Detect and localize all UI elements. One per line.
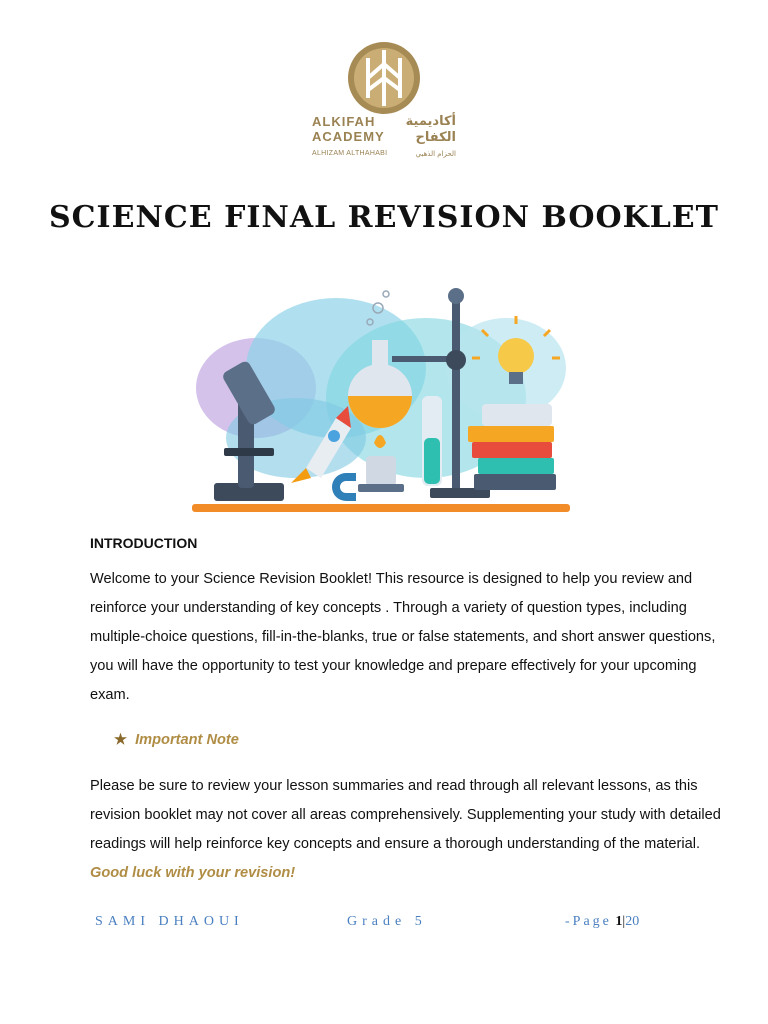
star-icon: ★	[114, 732, 128, 748]
logo-english-text	[312, 114, 387, 161]
magnet-icon	[332, 473, 356, 501]
page-title: SCIENCE FINAL REVISION BOOKLET	[49, 200, 719, 235]
footer-page-separator: |	[622, 914, 626, 929]
footer-total-pages: 20	[625, 914, 640, 929]
logo-arabic-line2: الكفاح	[415, 130, 456, 145]
logo-english-line1: ALKIFAH	[312, 114, 376, 129]
logo-arabic-text	[406, 114, 456, 162]
academy-emblem-icon	[346, 40, 422, 116]
footer-grade: Grade 5	[347, 914, 427, 929]
important-note-text: Please be sure to review your lesson summaries and read through all relevant lessons, as this revision booklet may not cover all areas comprehensively. Supplementing your study with detailed readings will help reinforce key concepts and ensure a thorough understanding of the material.	[90, 778, 721, 852]
important-note-label: Important Note	[135, 732, 239, 748]
important-note-paragraph	[90, 772, 730, 888]
logo-english-subtitle: ALHIZAM ALTHAHABI	[312, 150, 388, 157]
test-tube-icon	[422, 396, 442, 486]
science-lab-illustration	[186, 278, 580, 520]
important-note-heading	[114, 731, 239, 748]
academy-logo	[300, 40, 468, 165]
good-luck-text: Good luck with your revision!	[90, 865, 296, 881]
footer-page-indicator	[565, 914, 639, 930]
logo-arabic-line1: أكاديمية	[405, 114, 456, 129]
footer-page-label: -Page	[565, 914, 612, 929]
footer-author: SAMI DHAOUI	[95, 914, 244, 929]
introduction-heading: INTRODUCTION	[90, 535, 198, 551]
logo-arabic-subtitle: الحزام الذهبي	[415, 150, 456, 158]
logo-english-line2: ACADEMY	[312, 129, 385, 144]
introduction-paragraph: Welcome to your Science Revision Booklet! This resource is designed to help you review and reinforce your understanding of key concepts . Through a variety of question types, including multiple-choice questions, fill-in-the-blanks, true or false statements, and short answer questions, you will have the opportunity to test your knowledge and prepare effectively for your upcoming exam.	[90, 571, 716, 703]
footer-page-number: 1	[615, 914, 623, 929]
page-footer	[0, 914, 768, 934]
